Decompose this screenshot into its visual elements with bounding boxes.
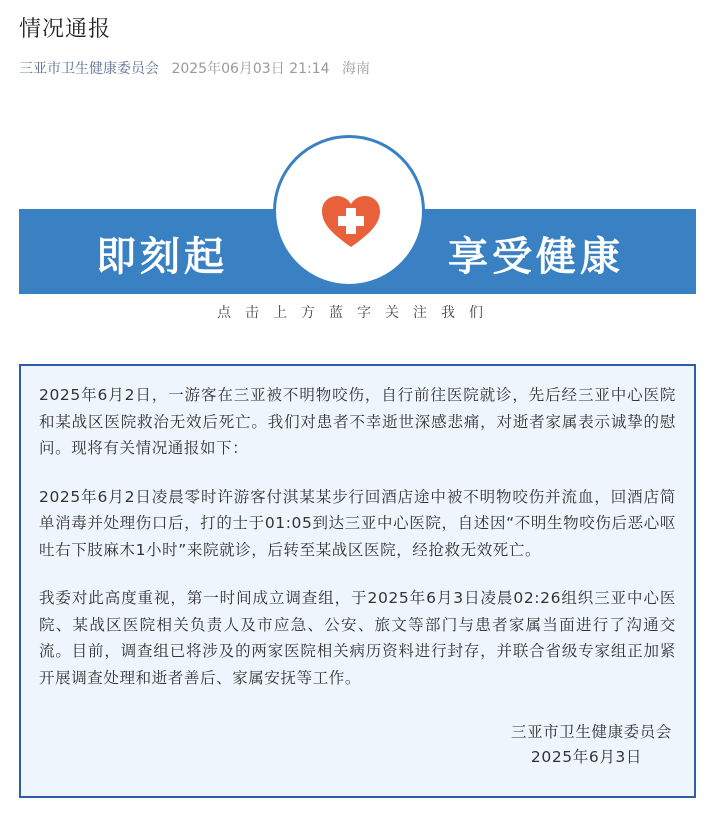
publish-location: 海南 xyxy=(341,61,370,77)
heart-cross-icon xyxy=(320,195,382,249)
notice-paragraph: 2025年6月2日，一游客在三亚被不明物咬伤，自行前往医院就诊，先后经三亚中心医院和某战区医院救治无效后死亡。我们对患者不幸逝世深感悲痛，对逝者家属表示诚挚的慰问。现将有关情况通报如下： xyxy=(39,386,676,457)
follow-caption[interactable]: 点击上方蓝字关注我们 xyxy=(217,305,497,321)
signature-date: 2025年6月3日 xyxy=(530,748,642,766)
signature-block xyxy=(511,720,672,770)
publish-date: 2025年06月03日 21:14 xyxy=(171,61,330,77)
banner-slogan-right: 享受健康 xyxy=(448,234,624,280)
author-link[interactable]: 三亚市卫生健康委员会 xyxy=(19,61,159,77)
banner-slogan-left: 即刻起 xyxy=(96,234,228,280)
notice-box xyxy=(19,364,696,798)
article-title: 情况通报 xyxy=(19,17,112,42)
notice-paragraph: 2025年6月2日凌晨零时许游客付淇某某步行回酒店途中被不明物咬伤并流血，回酒店简单消毒并处理伤口后，打的士于01:05到达三亚中心医院，自述因“不明生物咬伤后恶心呕吐右下肢麻木1小时”来院就诊，后转至某战区医院，经抢救无效死亡。 xyxy=(39,487,676,559)
article-meta xyxy=(19,58,370,78)
signature-org: 三亚市卫生健康委员会 xyxy=(510,723,672,741)
notice-paragraph: 我委对此高度重视，第一时间成立调查组，于2025年6月3日凌晨02:26组织三亚中心医院、某战区医院相关负责人及市应急、公安、旅文等部门与患者家属当面进行了沟通交流。目前，调查组已将涉及的两家医院相关病历资料进行封存，并联合省级专家组正加紧开展调查处理和逝者善后、家属安抚等工作。 xyxy=(39,589,676,687)
